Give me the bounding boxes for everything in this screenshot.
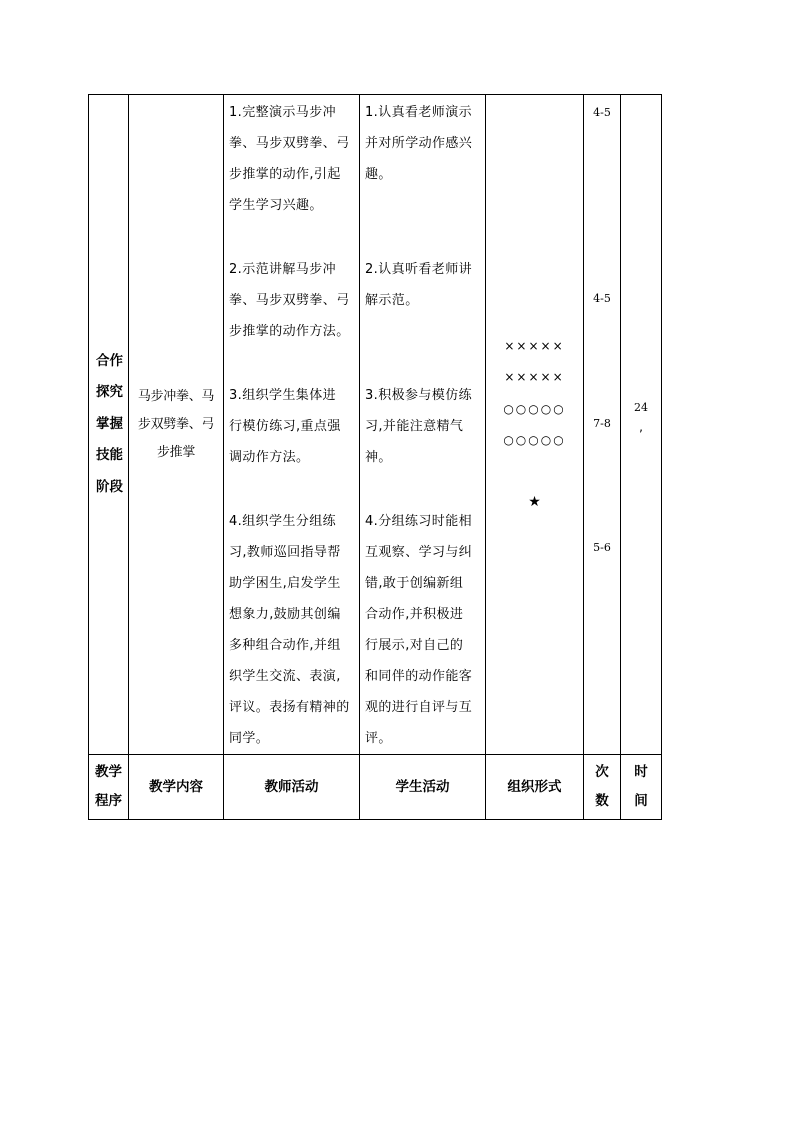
content-cell — [129, 95, 224, 755]
time-value: 24 — [634, 401, 648, 414]
student-step-2: 2.认真听看老师讲 解示范。 — [365, 262, 473, 308]
count-value: 4-5 — [593, 292, 611, 305]
content-line: 步双劈拳、弓 — [137, 416, 215, 432]
organization-cell — [486, 95, 584, 755]
teacher-position-star-icon: ★ — [528, 494, 541, 510]
teacher-step-1: 1.完整演示马步冲 拳、马步双劈拳、弓 步推掌的动作,引起 学生学习兴趣。 — [229, 105, 350, 213]
count-value: 5-6 — [593, 541, 611, 554]
content-line: 步推掌 — [156, 444, 196, 460]
header-teacher: 教师活动 — [224, 755, 360, 820]
stage-label-line: 合作 — [96, 352, 123, 369]
header-stage: 教学 程序 — [89, 755, 129, 820]
stage-row — [89, 95, 662, 755]
header-student: 学生活动 — [360, 755, 486, 820]
header-row — [89, 755, 662, 820]
count-value: 4-5 — [593, 106, 611, 119]
formation-row: ○○○○○ — [503, 402, 566, 416]
stage-label-line: 探究 — [96, 384, 123, 401]
teacher-step-2: 2.示范讲解马步冲 拳、马步双劈拳、弓 步推掌的动作方法。 — [229, 262, 350, 339]
formation-row: ○○○○○ — [503, 433, 566, 447]
count-cell — [584, 95, 621, 755]
student-step-1: 1.认真看老师演示 并对所学动作感兴 趣。 — [365, 105, 473, 182]
formation-row: ××××× — [504, 370, 565, 384]
lesson-plan-table — [88, 94, 662, 820]
content-line: 马步冲拳、马 — [137, 388, 215, 404]
header-time: 时 间 — [621, 755, 662, 820]
stage-label-line: 阶段 — [96, 478, 123, 495]
student-step-4: 4.分组练习时能相 互观察、学习与纠 错,敢于创编新组 合动作,并积极进 行展示,对自己的 和同伴的动作能客 观的进行自评与互 评。 — [365, 514, 473, 746]
stage-label-line: 技能 — [96, 447, 123, 464]
formation-row: ××××× — [504, 339, 565, 353]
student-activity-cell — [360, 95, 486, 755]
student-step-3: 3.积极参与模仿练 习,并能注意精气 神。 — [365, 388, 473, 465]
teacher-activity-cell — [224, 95, 360, 755]
teacher-step-3: 3.组织学生集体进 行模仿练习,重点强 调动作方法。 — [229, 388, 341, 465]
header-org: 组织形式 — [486, 755, 584, 820]
header-count: 次 数 — [584, 755, 621, 820]
time-suffix: , — [639, 420, 643, 434]
stage-cell — [89, 95, 129, 755]
stage-label-line: 掌握 — [96, 415, 123, 432]
time-cell — [621, 95, 662, 755]
teacher-step-4: 4.组织学生分组练 习,教师巡回指导帮 助学困生,启发学生 想象力,鼓励其创编 多种组合动作,并组 织学生交流、表演, 评议。表扬有精神的 同学。 — [229, 514, 350, 746]
header-content: 教学内容 — [129, 755, 224, 820]
count-value: 7-8 — [593, 417, 611, 430]
